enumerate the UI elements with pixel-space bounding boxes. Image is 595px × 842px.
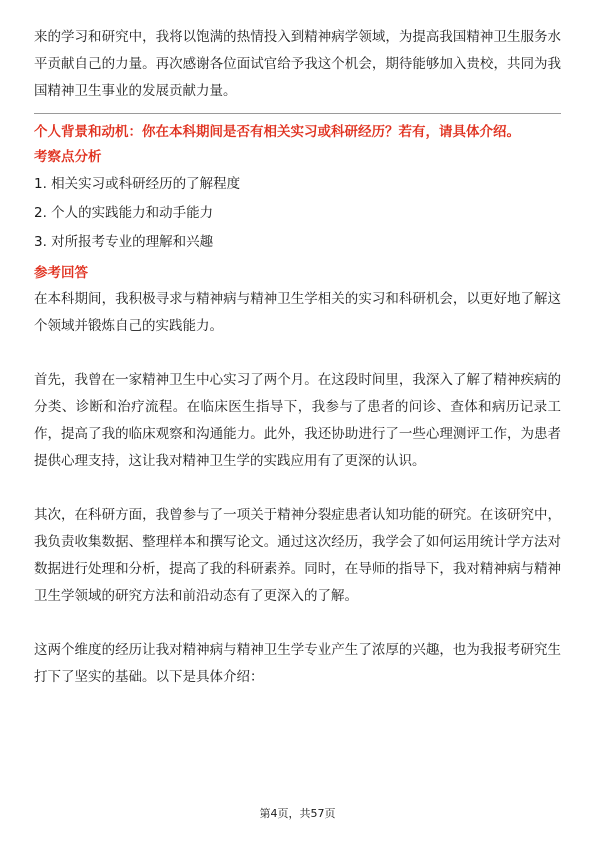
list-item: 2. 个人的实践能力和动手能力 xyxy=(34,205,214,221)
page-number: 第4页，共57页 xyxy=(259,807,336,820)
page-content xyxy=(34,24,561,691)
section-divider xyxy=(34,113,561,114)
question-title: 个人背景和动机：你在本科期间是否有相关实习或科研经历？若有，请具体介绍。 xyxy=(34,124,520,140)
analysis-list xyxy=(34,170,561,257)
paragraph-gap xyxy=(34,340,561,367)
list-item: 1. 相关实习或科研经历的了解程度 xyxy=(34,176,241,192)
answer-paragraph: 其次，在科研方面，我曾参与了一项关于精神分裂症患者认知功能的研究。在该研究中，我负责收集数据、整理样本和撰写论文。通过这次经历，我学会了如何运用统计学方法对数据进行处理和分析，提高了我的科研素养。同时，在导师的指导下，我对精神病与精神卫生学领域的研究方法和前沿动态有了更深入的了解。 xyxy=(34,507,561,604)
answer-paragraph: 在本科期间，我积极寻求与精神病与精神卫生学相关的实习和科研机会，以更好地了解这个领域并锻炼自己的实践能力。 xyxy=(34,291,561,334)
analysis-heading: 考察点分析 xyxy=(34,149,102,165)
paragraph-gap xyxy=(34,610,561,637)
list-item: 3. 对所报考专业的理解和兴趣 xyxy=(34,234,214,250)
intro-paragraph: 来的学习和研究中，我将以饱满的热情投入到精神病学领域，为提高我国精神卫生服务水平贡献自己的力量。再次感谢各位面试官给予我这个机会，期待能够加入贵校，共同为我国精神卫生事业的发展贡献力量。 xyxy=(34,29,561,99)
answer-heading: 参考回答 xyxy=(34,265,88,281)
answer-paragraph: 首先，我曾在一家精神卫生中心实习了两个月。在这段时间里，我深入了解了精神疾病的分类、诊断和治疗流程。在临床医生指导下，我参与了患者的问诊、查体和病历记录工作，提高了我的临床观察和沟通能力。此外，我还协助进行了一些心理测评工作，为患者提供心理支持，这让我对精神卫生学的实践应用有了更深的认识。 xyxy=(34,372,561,469)
answer-paragraph: 这两个维度的经历让我对精神病与精神卫生学专业产生了浓厚的兴趣，也为我报考研究生打下了坚实的基础。以下是具体介绍： xyxy=(34,642,561,685)
paragraph-gap xyxy=(34,475,561,502)
